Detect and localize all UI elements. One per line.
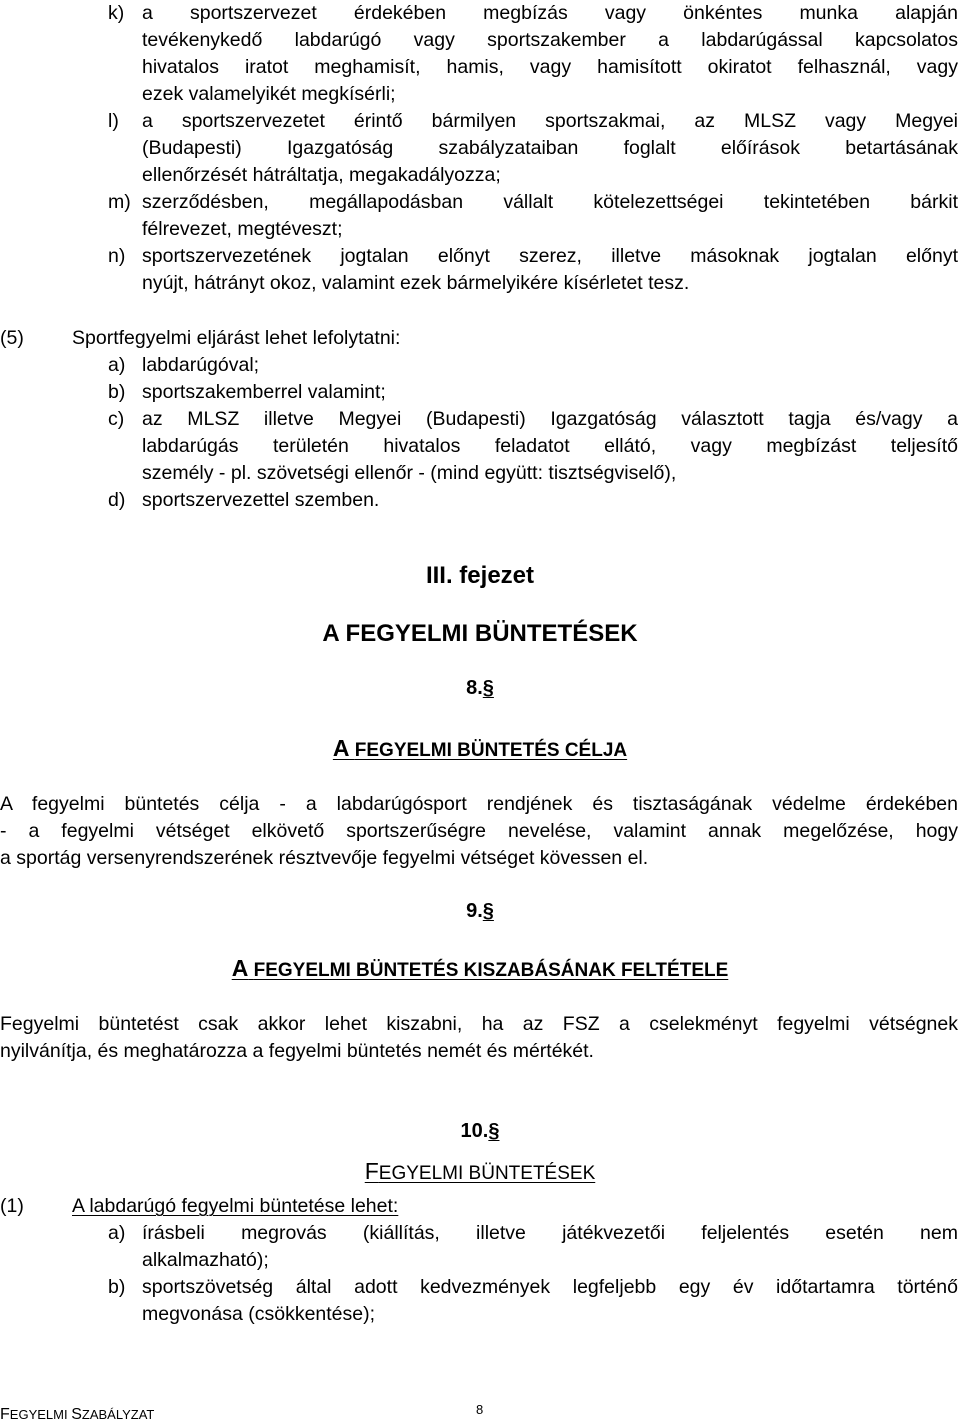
- paragraph-number-10: [0, 1120, 960, 1143]
- section-sign: §: [482, 900, 494, 922]
- paragraph-title-10: [0, 1158, 960, 1185]
- footer-title-rest: ZABÁLYZAT: [81, 1407, 155, 1422]
- item-text-line: tevékenykedő labdarúgó vagy sportszakember a labdarúgással kapcsolatos: [142, 29, 958, 51]
- item-text-line: személy - pl. szövetségi ellenőr - (mind együtt: tisztségviselő),: [142, 462, 677, 484]
- item-text-line: labdarúgás területén hivatalos feladatot ellátó, vagy megbízást teljesítő: [142, 435, 958, 457]
- title-rest: EGYELMI BÜNTETÉSEK: [378, 1163, 596, 1184]
- item-text-line: az MLSZ illetve Megyei (Budapesti) Igazgatóság választott tagja és/vagy a: [142, 408, 958, 430]
- item-label: a): [108, 354, 126, 376]
- item-label: b): [108, 1276, 126, 1298]
- paragraph-title-8: [0, 735, 960, 762]
- chapter-title: A FEGYELMI BÜNTETÉSEK: [322, 620, 638, 647]
- section-heading: A labdarúgó fegyelmi büntetése lehet:: [72, 1195, 399, 1217]
- item-text-line: sportszervezetének jogtalan előnyt szerez, illetve másoknak jogtalan előnyt: [142, 245, 958, 267]
- body-line: A fegyelmi büntetés célja - a labdarúgósport rendjének és tisztaságának védelme érdekében: [0, 793, 958, 815]
- item-text-line: szerződésben, megállapodásban vállalt kötelezettségei tekintetében bárkit: [142, 191, 958, 213]
- title-initial: A: [332, 735, 350, 761]
- body-line: a sportág versenyrendszerének résztvevője fegyelmi vétséget kövessen el.: [0, 847, 649, 869]
- section-heading: Sportfegyelmi eljárást lehet lefolytatni:: [72, 327, 401, 349]
- title-rest: FEGYELMI BÜNTETÉS KISZABÁSÁNAK FELTÉTELE: [253, 960, 729, 981]
- item-text-line: a sportszervezetet érintő bármilyen sportszakmai, az MLSZ vagy Megyei: [142, 110, 958, 132]
- item-label: c): [108, 408, 125, 430]
- item-text-line: írásbeli megrovás (kiállítás, illetve játékvezetői feljelentés esetén nem: [142, 1222, 958, 1244]
- paragraph-number: 9.: [466, 900, 483, 922]
- section-number: (5): [0, 327, 24, 349]
- footer-title-initial: S: [71, 1406, 82, 1423]
- title-initial: A: [231, 955, 249, 981]
- paragraph-number-9: [0, 900, 960, 923]
- item-text-line: (Budapesti) Igazgatóság szabályzataiban foglalt előírások betartásának: [142, 137, 958, 159]
- item-text-line: nyújt, hátrányt okoz, valamint ezek bármelyikére kísérletet tesz.: [142, 272, 690, 294]
- item-text-line: sportszakemberrel valamint;: [142, 381, 386, 403]
- body-line: nyilvánítja, és meghatározza a fegyelmi büntetés nemét és mértékét.: [0, 1040, 594, 1062]
- body-line: Fegyelmi büntetést csak akkor lehet kiszabni, ha az FSZ a cselekményt fegyelmi vétségnek: [0, 1013, 958, 1035]
- item-label: m): [108, 191, 131, 213]
- item-text-line: ezek valamelyikét megkísérli;: [142, 83, 396, 105]
- title-rest: FEGYELMI BÜNTETÉS CÉLJA: [354, 740, 628, 761]
- footer-title: [0, 1406, 154, 1424]
- item-text-line: megvonása (csökkentése);: [142, 1303, 376, 1325]
- item-label: k): [108, 2, 125, 24]
- page-number: 8: [476, 1402, 484, 1417]
- item-text-line: labdarúgóval;: [142, 354, 260, 376]
- paragraph-number: 8.: [466, 677, 483, 699]
- footer-title-initial: F: [0, 1406, 10, 1423]
- item-label: a): [108, 1222, 126, 1244]
- item-text-line: alkalmazható);: [142, 1249, 269, 1271]
- item-text-line: a sportszervezet érdekében megbízás vagy önkéntes munka alapján: [142, 2, 958, 24]
- section-sign: §: [488, 1120, 500, 1142]
- item-text-line: sportszervezettel szemben.: [142, 489, 380, 511]
- paragraph-number-8: [0, 677, 960, 700]
- body-line: - a fegyelmi vétséget elkövető sportszerűségre nevelése, valamint annak megelőzése, hogy: [0, 820, 958, 842]
- item-label: d): [108, 489, 126, 511]
- section-sign: §: [482, 677, 494, 699]
- paragraph-title-9: [0, 955, 960, 982]
- item-text-line: ellenőrzését hátráltatja, megakadályozza;: [142, 164, 501, 186]
- item-text-line: hivatalos iratot meghamisít, hamis, vagy hamisított okiratot felhasznál, vagy: [142, 56, 958, 78]
- item-label: n): [108, 245, 126, 267]
- item-text-line: sportszövetség által adott kedvezmények legfeljebb egy év időtartamra történő: [142, 1276, 958, 1298]
- footer-title-rest: EGYELMI: [9, 1407, 72, 1422]
- paragraph-number: 10.: [460, 1120, 489, 1142]
- title-initial: F: [364, 1158, 379, 1184]
- item-text-line: félrevezet, megtéveszt;: [142, 218, 343, 240]
- section-number: (1): [0, 1195, 24, 1217]
- item-label: l): [108, 110, 119, 132]
- item-label: b): [108, 381, 126, 403]
- chapter-number: III. fejezet: [425, 562, 535, 589]
